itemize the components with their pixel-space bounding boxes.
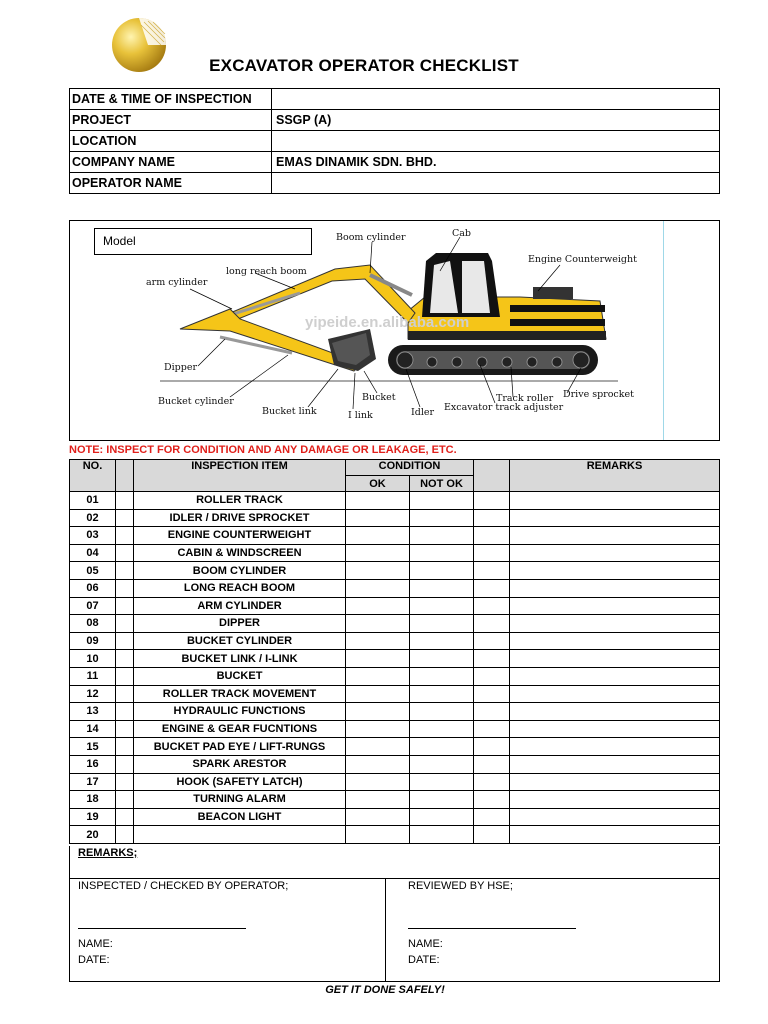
not-ok-check-cell[interactable]	[410, 703, 474, 721]
info-value-field[interactable]	[272, 131, 720, 152]
label-bucket-cylinder: Bucket cylinder	[158, 396, 234, 407]
hse-signature-line[interactable]	[408, 928, 576, 929]
inspection-info-table	[69, 88, 720, 194]
row-inspection-item: DIPPER	[134, 615, 346, 633]
row-inspection-item: IDLER / DRIVE SPROCKET	[134, 509, 346, 527]
operator-signature-block	[70, 879, 386, 981]
row-number: 14	[70, 720, 116, 738]
hse-label: REVIEWED BY HSE;	[408, 880, 513, 892]
info-value-field[interactable]	[272, 173, 720, 194]
info-value-field[interactable]: SSGP (A)	[272, 110, 720, 131]
label-idler: Idler	[411, 407, 435, 418]
label-arm-cylinder: arm cylinder	[146, 277, 208, 288]
row-inspection-item: HOOK (SAFETY LATCH)	[134, 773, 346, 791]
row-spacer	[116, 720, 134, 738]
row-number: 20	[70, 826, 116, 844]
table-row	[70, 615, 720, 633]
row-spacer	[474, 685, 510, 703]
row-number: 17	[70, 773, 116, 791]
remarks-cell[interactable]	[510, 492, 720, 510]
model-field[interactable]	[94, 228, 312, 255]
row-spacer	[474, 808, 510, 826]
row-spacer	[474, 791, 510, 809]
remarks-cell[interactable]	[510, 527, 720, 545]
operator-label: INSPECTED / CHECKED BY OPERATOR;	[78, 880, 289, 892]
info-value-field[interactable]	[272, 89, 720, 110]
row-spacer	[474, 597, 510, 615]
ok-check-cell[interactable]	[346, 562, 410, 580]
remarks-cell[interactable]	[510, 509, 720, 527]
info-label: LOCATION	[70, 131, 272, 152]
row-spacer	[474, 632, 510, 650]
hse-name-label: NAME:	[408, 938, 443, 950]
header-condition: CONDITION	[346, 460, 474, 476]
row-spacer	[116, 667, 134, 685]
row-number: 16	[70, 755, 116, 773]
not-ok-check-cell[interactable]	[410, 579, 474, 597]
row-inspection-item: BEACON LIGHT	[134, 808, 346, 826]
row-number: 19	[70, 808, 116, 826]
row-spacer	[116, 615, 134, 633]
operator-date-label: DATE:	[78, 954, 110, 966]
table-row	[70, 562, 720, 580]
ok-check-cell[interactable]	[346, 755, 410, 773]
row-spacer	[116, 808, 134, 826]
row-inspection-item: SPARK ARESTOR	[134, 755, 346, 773]
row-inspection-item: ARM CYLINDER	[134, 597, 346, 615]
remarks-cell[interactable]	[510, 544, 720, 562]
not-ok-check-cell[interactable]	[410, 650, 474, 668]
ok-check-cell[interactable]	[346, 773, 410, 791]
row-number: 01	[70, 492, 116, 510]
checklist-body	[70, 492, 720, 844]
row-number: 07	[70, 597, 116, 615]
row-spacer	[116, 597, 134, 615]
info-row	[70, 173, 720, 194]
remarks-cell[interactable]	[510, 773, 720, 791]
row-inspection-item: ENGINE COUNTERWEIGHT	[134, 527, 346, 545]
label-i-link: I link	[348, 410, 373, 421]
row-spacer	[116, 738, 134, 756]
remarks-cell[interactable]	[510, 720, 720, 738]
table-row	[70, 579, 720, 597]
row-inspection-item: ENGINE & GEAR FUCNTIONS	[134, 720, 346, 738]
table-row	[70, 632, 720, 650]
row-spacer	[474, 615, 510, 633]
row-inspection-item: BUCKET	[134, 667, 346, 685]
label-drive-sprocket: Drive sprocket	[563, 389, 634, 400]
row-number: 11	[70, 667, 116, 685]
inspection-checklist-table	[69, 459, 720, 844]
not-ok-check-cell[interactable]	[410, 773, 474, 791]
row-spacer	[474, 755, 510, 773]
not-ok-check-cell[interactable]	[410, 597, 474, 615]
table-row	[70, 509, 720, 527]
row-inspection-item: BOOM CYLINDER	[134, 562, 346, 580]
info-row	[70, 89, 720, 110]
ok-check-cell[interactable]	[346, 527, 410, 545]
not-ok-check-cell[interactable]	[410, 492, 474, 510]
row-inspection-item: ROLLER TRACK	[134, 492, 346, 510]
ok-check-cell[interactable]	[346, 826, 410, 844]
row-spacer	[474, 703, 510, 721]
ok-check-cell[interactable]	[346, 492, 410, 510]
remarks-label: REMARKS;	[78, 847, 138, 859]
label-bucket-link: Bucket link	[262, 406, 317, 417]
row-number: 04	[70, 544, 116, 562]
row-inspection-item: TURNING ALARM	[134, 791, 346, 809]
header-not-ok: NOT OK	[410, 476, 474, 492]
divider	[663, 221, 664, 441]
header-spacer	[116, 460, 134, 492]
row-number: 09	[70, 632, 116, 650]
info-row	[70, 131, 720, 152]
row-spacer	[116, 703, 134, 721]
row-spacer	[116, 650, 134, 668]
label-boom-cylinder: Boom cylinder	[336, 232, 406, 243]
table-row	[70, 667, 720, 685]
not-ok-check-cell[interactable]	[410, 755, 474, 773]
label-bucket: Bucket	[362, 392, 396, 403]
row-spacer	[116, 685, 134, 703]
remarks-area[interactable]	[69, 846, 720, 879]
row-spacer	[474, 826, 510, 844]
hse-date-label: DATE:	[408, 954, 440, 966]
not-ok-check-cell[interactable]	[410, 632, 474, 650]
ok-check-cell[interactable]	[346, 650, 410, 668]
row-spacer	[116, 791, 134, 809]
remarks-cell[interactable]	[510, 562, 720, 580]
ok-check-cell[interactable]	[346, 667, 410, 685]
header-no: NO.	[70, 460, 116, 492]
label-dipper: Dipper	[164, 362, 197, 373]
ok-check-cell[interactable]	[346, 544, 410, 562]
row-spacer	[474, 579, 510, 597]
not-ok-check-cell[interactable]	[410, 509, 474, 527]
row-inspection-item: ROLLER TRACK MOVEMENT	[134, 685, 346, 703]
info-label: DATE & TIME OF INSPECTION	[70, 89, 272, 110]
label-cab: Cab	[452, 228, 472, 239]
label-track-roller: Track roller	[496, 393, 554, 404]
row-spacer	[474, 720, 510, 738]
row-number: 12	[70, 685, 116, 703]
not-ok-check-cell[interactable]	[410, 826, 474, 844]
row-number: 05	[70, 562, 116, 580]
row-number: 02	[70, 509, 116, 527]
operator-signature-line[interactable]	[78, 928, 246, 929]
row-spacer	[474, 650, 510, 668]
table-header-row	[70, 460, 720, 476]
ok-check-cell[interactable]	[346, 808, 410, 826]
ok-check-cell[interactable]	[346, 720, 410, 738]
excavator-diagram	[69, 220, 720, 441]
row-spacer	[116, 509, 134, 527]
row-spacer	[474, 562, 510, 580]
row-inspection-item: BUCKET PAD EYE / LIFT-RUNGS	[134, 738, 346, 756]
table-row	[70, 791, 720, 809]
not-ok-check-cell[interactable]	[410, 544, 474, 562]
row-spacer	[116, 773, 134, 791]
table-row	[70, 808, 720, 826]
remarks-cell[interactable]	[510, 826, 720, 844]
not-ok-check-cell[interactable]	[410, 615, 474, 633]
remarks-cell[interactable]	[510, 808, 720, 826]
label-engine-counterweight: Engine Counterweight	[528, 254, 637, 265]
table-row	[70, 773, 720, 791]
row-number: 13	[70, 703, 116, 721]
ok-check-cell[interactable]	[346, 791, 410, 809]
ok-check-cell[interactable]	[346, 738, 410, 756]
remarks-cell[interactable]	[510, 791, 720, 809]
info-label: OPERATOR NAME	[70, 173, 272, 194]
row-spacer	[116, 527, 134, 545]
row-number: 08	[70, 615, 116, 633]
header-remarks: REMARKS	[510, 460, 720, 492]
table-row	[70, 720, 720, 738]
row-number: 18	[70, 791, 116, 809]
table-row	[70, 685, 720, 703]
ok-check-cell[interactable]	[346, 597, 410, 615]
remarks-cell[interactable]	[510, 667, 720, 685]
inspection-note: NOTE: INSPECT FOR CONDITION AND ANY DAMAGE OR LEAKAGE, ETC.	[69, 444, 457, 456]
row-spacer	[474, 738, 510, 756]
ok-check-cell[interactable]	[346, 632, 410, 650]
hse-signature-block	[386, 879, 719, 981]
header-ok: OK	[346, 476, 410, 492]
table-row	[70, 527, 720, 545]
header-inspection-item: INSPECTION ITEM	[134, 460, 346, 492]
table-row	[70, 738, 720, 756]
row-inspection-item: HYDRAULIC FUNCTIONS	[134, 703, 346, 721]
footer-slogan: GET IT DONE SAFELY!	[325, 984, 445, 996]
row-inspection-item: BUCKET LINK / I-LINK	[134, 650, 346, 668]
info-row	[70, 110, 720, 131]
row-spacer	[474, 773, 510, 791]
label-long-reach-boom: long reach boom	[226, 266, 307, 277]
row-number: 15	[70, 738, 116, 756]
row-inspection-item: LONG REACH BOOM	[134, 579, 346, 597]
ok-check-cell[interactable]	[346, 615, 410, 633]
row-spacer	[116, 562, 134, 580]
table-row	[70, 492, 720, 510]
not-ok-check-cell[interactable]	[410, 667, 474, 685]
not-ok-check-cell[interactable]	[410, 562, 474, 580]
remarks-cell[interactable]	[510, 597, 720, 615]
remarks-cell[interactable]	[510, 650, 720, 668]
ok-check-cell[interactable]	[346, 579, 410, 597]
not-ok-check-cell[interactable]	[410, 738, 474, 756]
table-row	[70, 650, 720, 668]
model-label: Model	[103, 234, 136, 248]
info-label: PROJECT	[70, 110, 272, 131]
ok-check-cell[interactable]	[346, 703, 410, 721]
row-number: 06	[70, 579, 116, 597]
row-number: 10	[70, 650, 116, 668]
row-spacer	[474, 527, 510, 545]
row-spacer	[474, 667, 510, 685]
row-number: 03	[70, 527, 116, 545]
row-inspection-item: CABIN & WINDSCREEN	[134, 544, 346, 562]
remarks-cell[interactable]	[510, 685, 720, 703]
remarks-cell[interactable]	[510, 703, 720, 721]
row-spacer	[474, 544, 510, 562]
not-ok-check-cell[interactable]	[410, 808, 474, 826]
info-value-field[interactable]: EMAS DINAMIK SDN. BHD.	[272, 152, 720, 173]
row-spacer	[116, 544, 134, 562]
remarks-cell[interactable]	[510, 632, 720, 650]
header-spacer	[474, 460, 510, 492]
remarks-cell[interactable]	[510, 579, 720, 597]
remarks-cell[interactable]	[510, 755, 720, 773]
row-inspection-item: BUCKET CYLINDER	[134, 632, 346, 650]
table-row	[70, 544, 720, 562]
row-spacer	[116, 755, 134, 773]
info-label: COMPANY NAME	[70, 152, 272, 173]
remarks-cell[interactable]	[510, 738, 720, 756]
row-spacer	[474, 509, 510, 527]
table-row	[70, 703, 720, 721]
row-spacer	[116, 579, 134, 597]
not-ok-check-cell[interactable]	[410, 685, 474, 703]
row-spacer	[474, 492, 510, 510]
signature-section	[69, 878, 720, 982]
not-ok-check-cell[interactable]	[410, 720, 474, 738]
row-spacer	[116, 492, 134, 510]
page-title: EXCAVATOR OPERATOR CHECKLIST	[209, 56, 519, 75]
label-track-adjuster: Excavator track adjuster	[444, 402, 564, 413]
diagram-watermark: yipeide.en.alibaba.com	[305, 314, 470, 331]
row-spacer	[116, 826, 134, 844]
operator-name-label: NAME:	[78, 938, 113, 950]
info-row	[70, 152, 720, 173]
row-spacer	[116, 632, 134, 650]
remarks-cell[interactable]	[510, 615, 720, 633]
table-row	[70, 826, 720, 844]
ok-check-cell[interactable]	[346, 685, 410, 703]
not-ok-check-cell[interactable]	[410, 527, 474, 545]
not-ok-check-cell[interactable]	[410, 791, 474, 809]
row-inspection-item	[134, 826, 346, 844]
table-row	[70, 755, 720, 773]
table-row	[70, 597, 720, 615]
ok-check-cell[interactable]	[346, 509, 410, 527]
